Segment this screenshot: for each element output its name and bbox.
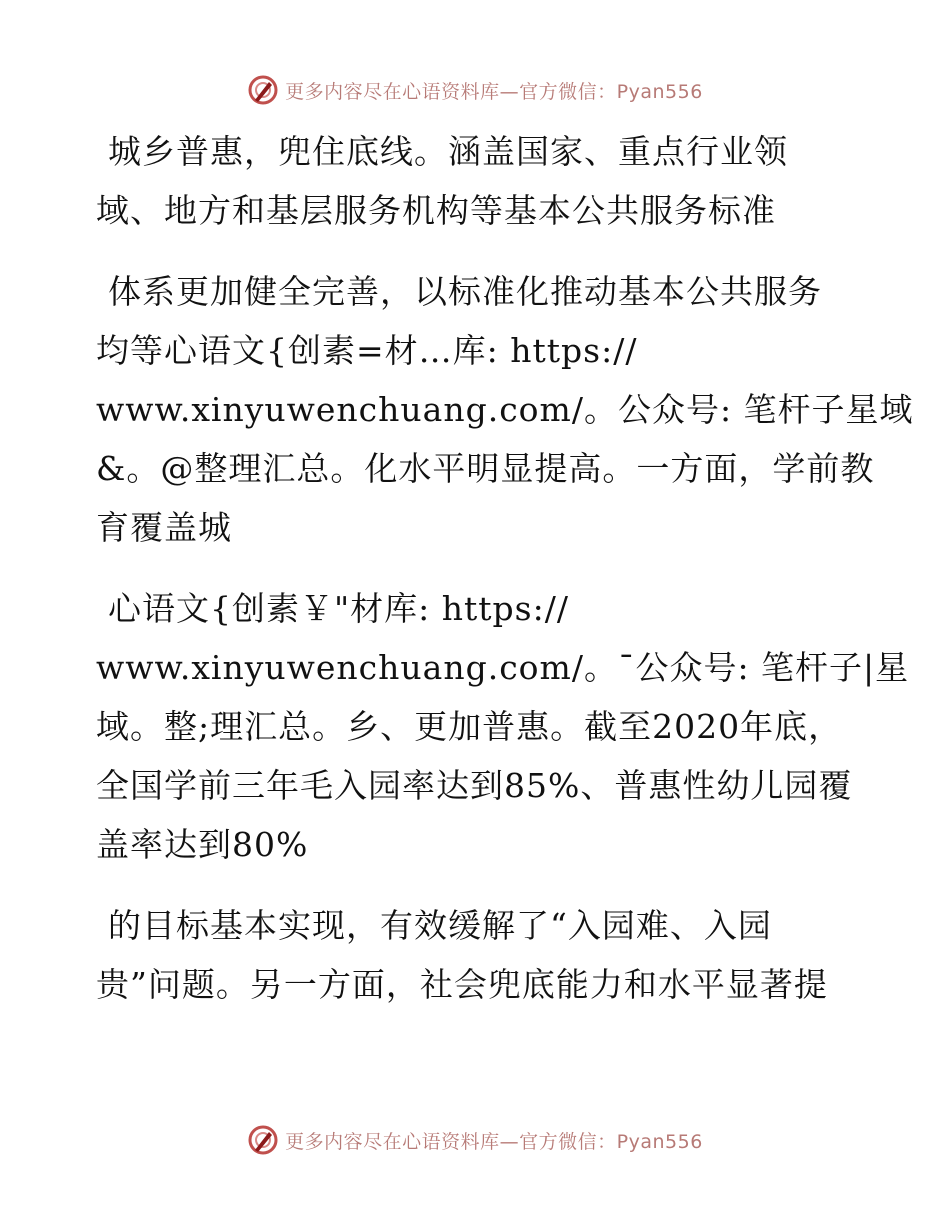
text-line: 域。整;理汇总。乡、更加普惠。截至2020年底， xyxy=(96,707,843,746)
header-watermark xyxy=(0,70,950,110)
text-line: www.xinyuwenchuang.com/。公众号: 笔杆子星域 xyxy=(96,390,914,429)
text-line: 育覆盖城 xyxy=(96,508,232,547)
text-line: 心语文{创素￥"材库: https:// xyxy=(108,589,569,628)
watermark-text: 更多内容尽在心语资料库—官方微信：Pyan556 xyxy=(285,1130,703,1153)
paragraph xyxy=(96,262,914,557)
footer-watermark xyxy=(0,1120,950,1160)
text-line: 盖率达到80% xyxy=(96,825,309,864)
watermark-text: 更多内容尽在心语资料库—官方微信：Pyan556 xyxy=(285,80,703,103)
document-body xyxy=(96,122,914,1036)
paragraph xyxy=(96,579,910,874)
text-line: 全国学前三年毛入园率达到85%、普惠性幼儿园覆 xyxy=(96,766,853,805)
text-line: 域、地方和基层服务机构等基本公共服务标准 xyxy=(96,191,776,230)
paragraph xyxy=(96,896,866,1014)
text-line: 的目标基本实现，有效缓解了“入园难、入园 xyxy=(108,906,772,945)
text-line: 体系更加健全完善，以标准化推动基本公共服务 xyxy=(108,272,822,311)
text-line: &。@整理汇总。化水平明显提高。一方面，学前教 xyxy=(96,449,875,488)
pen-logo-icon xyxy=(247,74,279,106)
text-line: 贵”问题。另一方面，社会兜底能力和水平显著提 xyxy=(96,965,828,1004)
pen-logo-icon xyxy=(247,1124,279,1156)
paragraph xyxy=(96,122,866,240)
text-line: 均等心语文{创素=材…库: https:// xyxy=(96,331,638,370)
text-line: www.xinyuwenchuang.com/。¯公众号: 笔杆子|星 xyxy=(96,648,910,687)
text-line: 城乡普惠，兜住底线。涵盖国家、重点行业领 xyxy=(108,132,788,171)
